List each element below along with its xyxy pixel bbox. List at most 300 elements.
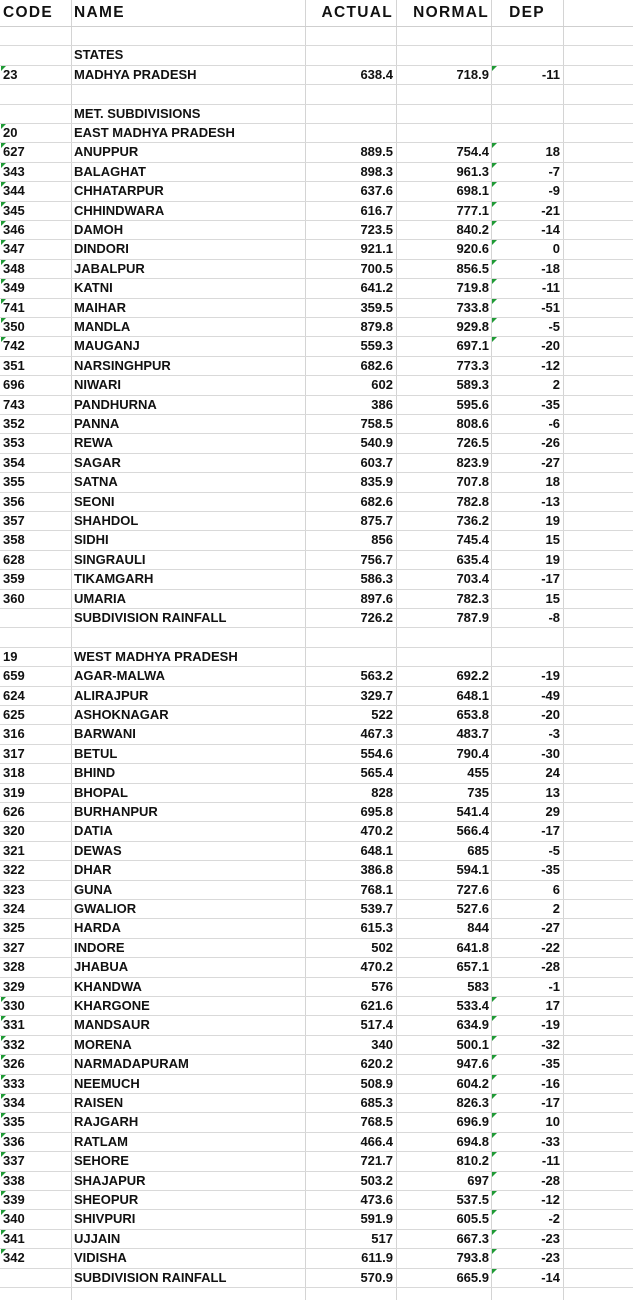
code-cell[interactable]: 346 <box>3 222 25 237</box>
name-cell[interactable]: SIDHI <box>74 532 109 548</box>
name-cell[interactable]: RAISEN <box>74 1095 124 1110</box>
name-cell[interactable]: UJJAIN <box>74 1230 121 1246</box>
normal-cell[interactable]: 697.1 <box>456 338 489 354</box>
code-cell[interactable]: 357 <box>3 513 25 528</box>
code-cell[interactable]: 742 <box>3 338 25 354</box>
code-cell[interactable]: 347 <box>3 241 25 257</box>
actual-cell[interactable]: 685.3 <box>360 1095 393 1110</box>
name-cell[interactable]: DHAR <box>74 862 112 878</box>
code-cell[interactable]: 318 <box>3 765 25 781</box>
name-cell[interactable]: ANUPPUR <box>74 144 139 160</box>
normal-cell[interactable]: 648.1 <box>456 687 489 703</box>
name-cell[interactable]: MADHYA PRADESH <box>74 66 197 82</box>
normal-cell[interactable]: 840.2 <box>456 222 489 237</box>
actual-cell[interactable]: 517.4 <box>360 1017 393 1033</box>
dep-cell[interactable]: -35 <box>541 1056 560 1072</box>
actual-cell[interactable]: 508.9 <box>360 1075 393 1091</box>
normal-cell[interactable]: 787.9 <box>456 610 489 625</box>
name-cell[interactable]: SAGAR <box>74 454 121 470</box>
normal-cell[interactable]: 698.1 <box>456 183 489 199</box>
dep-cell[interactable]: -11 <box>541 1153 560 1169</box>
normal-cell[interactable]: 594.1 <box>456 862 489 878</box>
code-cell[interactable]: 321 <box>3 842 25 858</box>
code-cell[interactable]: 348 <box>3 260 25 276</box>
actual-cell[interactable]: 603.7 <box>360 454 393 470</box>
dep-cell[interactable]: -35 <box>541 862 560 878</box>
code-cell[interactable]: 342 <box>3 1250 25 1266</box>
name-cell[interactable]: VIDISHA <box>74 1250 127 1266</box>
dep-cell[interactable]: -22 <box>541 939 560 955</box>
normal-cell[interactable]: 694.8 <box>456 1133 489 1149</box>
code-cell[interactable]: 332 <box>3 1036 25 1052</box>
dep-cell[interactable]: 29 <box>545 804 560 819</box>
name-cell[interactable]: JHABUA <box>74 959 129 975</box>
actual-cell[interactable]: 473.6 <box>360 1192 393 1207</box>
normal-cell[interactable]: 947.6 <box>456 1056 489 1072</box>
code-cell[interactable]: 351 <box>3 357 25 373</box>
dep-cell[interactable]: -17 <box>541 1095 560 1110</box>
name-cell[interactable]: CHHINDWARA <box>74 202 165 218</box>
dep-cell[interactable]: 10 <box>545 1114 560 1130</box>
actual-cell[interactable]: 559.3 <box>360 338 393 354</box>
name-column-header[interactable]: NAME <box>74 4 125 21</box>
dep-cell[interactable]: -51 <box>541 299 560 315</box>
actual-cell[interactable]: 616.7 <box>360 202 393 218</box>
actual-cell[interactable]: 470.2 <box>360 823 393 839</box>
dep-cell[interactable]: -20 <box>541 338 560 354</box>
actual-cell[interactable]: 586.3 <box>360 571 393 587</box>
code-cell[interactable]: 323 <box>3 881 25 897</box>
dep-cell[interactable]: -1 <box>548 978 560 994</box>
normal-cell[interactable]: 733.8 <box>456 299 489 315</box>
normal-cell[interactable]: 793.8 <box>456 1250 489 1266</box>
actual-cell[interactable]: 638.4 <box>360 66 393 82</box>
actual-cell[interactable]: 602 <box>371 377 393 393</box>
dep-cell[interactable]: -23 <box>541 1230 560 1246</box>
dep-cell[interactable]: 24 <box>545 765 560 781</box>
code-cell[interactable]: 336 <box>3 1133 25 1149</box>
name-cell[interactable]: EAST MADHYA PRADESH <box>74 125 235 140</box>
normal-cell[interactable]: 589.3 <box>456 377 489 393</box>
dep-cell[interactable]: -19 <box>541 1017 560 1033</box>
dep-cell[interactable]: -17 <box>541 823 560 839</box>
actual-cell[interactable]: 897.6 <box>360 590 393 606</box>
name-cell[interactable]: MET. SUBDIVISIONS <box>74 105 201 121</box>
normal-cell[interactable]: 782.3 <box>456 590 489 606</box>
normal-cell[interactable]: 537.5 <box>456 1192 489 1207</box>
name-cell[interactable]: SATNA <box>74 474 118 490</box>
dep-cell[interactable]: -9 <box>548 183 560 199</box>
dep-cell[interactable]: 18 <box>545 474 560 490</box>
actual-cell[interactable]: 721.7 <box>360 1153 393 1169</box>
actual-cell[interactable]: 611.9 <box>361 1250 393 1266</box>
normal-cell[interactable]: 754.4 <box>456 144 489 160</box>
code-cell[interactable]: 624 <box>3 687 25 703</box>
actual-cell[interactable]: 466.4 <box>360 1133 393 1149</box>
actual-cell[interactable]: 768.5 <box>360 1114 393 1130</box>
name-cell[interactable]: GUNA <box>74 881 113 897</box>
normal-cell[interactable]: 961.3 <box>456 163 489 179</box>
dep-cell[interactable]: 2 <box>552 377 560 393</box>
code-cell[interactable]: 20 <box>3 125 18 140</box>
actual-cell[interactable]: 856 <box>371 532 393 548</box>
normal-cell[interactable]: 777.1 <box>456 202 489 218</box>
dep-cell[interactable]: -5 <box>548 842 560 858</box>
normal-cell[interactable]: 641.8 <box>456 939 489 955</box>
normal-cell[interactable]: 856.5 <box>456 260 489 276</box>
code-cell[interactable]: 327 <box>3 939 25 955</box>
normal-cell[interactable]: 823.9 <box>456 454 489 470</box>
normal-cell[interactable]: 719.8 <box>456 280 489 296</box>
normal-cell[interactable]: 844 <box>467 920 489 936</box>
dep-cell[interactable]: -49 <box>541 687 560 703</box>
code-cell[interactable]: 328 <box>3 959 25 975</box>
actual-cell[interactable]: 522 <box>371 707 393 722</box>
dep-cell[interactable]: -8 <box>548 610 560 625</box>
normal-cell[interactable]: 455 <box>467 765 489 781</box>
dep-column-header[interactable]: DEP <box>509 4 545 21</box>
name-cell[interactable]: SEHORE <box>74 1153 129 1169</box>
actual-cell[interactable]: 565.4 <box>360 765 393 781</box>
code-cell[interactable]: 360 <box>3 590 25 606</box>
name-cell[interactable]: NARSINGHPUR <box>74 357 171 373</box>
name-cell[interactable]: MANDLA <box>74 319 131 334</box>
name-cell[interactable]: SUBDIVISION RAINFALL <box>74 1269 227 1285</box>
dep-cell[interactable]: -14 <box>541 1269 560 1285</box>
dep-cell[interactable]: -11 <box>541 280 560 296</box>
normal-cell[interactable]: 697 <box>467 1172 489 1188</box>
dep-cell[interactable]: -16 <box>541 1075 560 1091</box>
actual-cell[interactable]: 502 <box>371 939 393 955</box>
code-cell[interactable]: 341 <box>3 1230 25 1246</box>
actual-cell[interactable]: 517 <box>371 1230 393 1246</box>
normal-cell[interactable]: 696.9 <box>456 1114 489 1130</box>
actual-cell[interactable]: 539.7 <box>360 901 393 916</box>
dep-cell[interactable]: -35 <box>541 396 560 412</box>
dep-cell[interactable]: -20 <box>541 707 560 722</box>
name-cell[interactable]: JABALPUR <box>74 260 145 276</box>
dep-cell[interactable]: -2 <box>548 1211 560 1227</box>
normal-cell[interactable]: 920.6 <box>456 241 489 257</box>
name-cell[interactable]: NARMADAPURAM <box>74 1056 189 1072</box>
normal-cell[interactable]: 808.6 <box>456 416 489 431</box>
actual-cell[interactable]: 503.2 <box>360 1172 393 1188</box>
normal-cell[interactable]: 634.9 <box>456 1017 489 1033</box>
name-cell[interactable]: NEEMUCH <box>74 1075 140 1091</box>
normal-column-header[interactable]: NORMAL <box>413 4 489 21</box>
name-cell[interactable]: MANDSAUR <box>74 1017 150 1033</box>
code-cell[interactable]: 317 <box>3 745 25 761</box>
name-cell[interactable]: REWA <box>74 435 113 451</box>
name-cell[interactable]: ALIRAJPUR <box>74 687 149 703</box>
dep-cell[interactable]: 19 <box>545 513 560 528</box>
normal-cell[interactable]: 604.2 <box>456 1075 489 1091</box>
actual-cell[interactable]: 828 <box>371 784 393 800</box>
code-cell[interactable]: 625 <box>3 707 25 722</box>
name-cell[interactable]: BHIND <box>74 765 116 781</box>
actual-cell[interactable]: 621.6 <box>360 998 393 1013</box>
name-cell[interactable]: HARDA <box>74 920 121 936</box>
code-cell[interactable]: 337 <box>3 1153 25 1169</box>
dep-cell[interactable]: -3 <box>548 726 560 742</box>
normal-cell[interactable]: 727.6 <box>456 881 489 897</box>
name-cell[interactable]: NIWARI <box>74 377 121 393</box>
dep-cell[interactable]: -11 <box>541 66 560 82</box>
dep-cell[interactable]: 0 <box>552 241 560 257</box>
name-cell[interactable]: UMARIA <box>74 590 126 606</box>
code-cell[interactable]: 316 <box>3 726 25 742</box>
normal-cell[interactable]: 692.2 <box>456 668 489 684</box>
code-cell[interactable]: 359 <box>3 571 25 587</box>
actual-cell[interactable]: 921.1 <box>360 241 393 257</box>
dep-cell[interactable]: 15 <box>545 590 560 606</box>
name-cell[interactable]: KHARGONE <box>74 998 150 1013</box>
name-cell[interactable]: CHHATARPUR <box>74 183 164 199</box>
dep-cell[interactable]: -13 <box>541 493 560 509</box>
actual-cell[interactable]: 615.3 <box>360 920 393 936</box>
normal-cell[interactable]: 500.1 <box>456 1036 489 1052</box>
name-cell[interactable]: RATLAM <box>74 1133 128 1149</box>
code-cell[interactable]: 350 <box>3 319 25 334</box>
normal-cell[interactable]: 533.4 <box>456 998 489 1013</box>
actual-cell[interactable]: 682.6 <box>360 357 393 373</box>
actual-cell[interactable]: 576 <box>371 978 393 994</box>
normal-cell[interactable]: 790.4 <box>456 745 489 761</box>
name-cell[interactable]: WEST MADHYA PRADESH <box>74 648 238 664</box>
name-cell[interactable]: BHOPAL <box>74 784 128 800</box>
code-cell[interactable]: 354 <box>3 454 25 470</box>
code-cell[interactable]: 331 <box>3 1017 25 1033</box>
normal-cell[interactable]: 595.6 <box>456 396 489 412</box>
code-cell[interactable]: 627 <box>3 144 25 160</box>
normal-cell[interactable]: 483.7 <box>456 726 489 742</box>
code-cell[interactable]: 356 <box>3 493 25 509</box>
actual-cell[interactable]: 637.6 <box>360 183 393 199</box>
name-cell[interactable]: MORENA <box>74 1036 132 1052</box>
name-cell[interactable]: BURHANPUR <box>74 804 158 819</box>
name-cell[interactable]: SEONI <box>74 493 115 509</box>
name-cell[interactable]: DAMOH <box>74 222 124 237</box>
name-cell[interactable]: DEWAS <box>74 842 122 858</box>
dep-cell[interactable]: 13 <box>545 784 560 800</box>
dep-cell[interactable]: -19 <box>541 668 560 684</box>
normal-cell[interactable]: 826.3 <box>456 1095 489 1110</box>
dep-cell[interactable]: -18 <box>541 260 560 276</box>
actual-cell[interactable]: 563.2 <box>360 668 393 684</box>
name-cell[interactable]: SHIVPURI <box>74 1211 136 1227</box>
actual-cell[interactable]: 726.2 <box>360 610 393 625</box>
normal-cell[interactable]: 667.3 <box>456 1230 489 1246</box>
code-cell[interactable]: 358 <box>3 532 25 548</box>
name-cell[interactable]: SHAJAPUR <box>74 1172 146 1188</box>
normal-cell[interactable]: 583 <box>467 978 489 994</box>
dep-cell[interactable]: -27 <box>541 920 560 936</box>
code-cell[interactable]: 339 <box>3 1192 25 1207</box>
normal-cell[interactable]: 703.4 <box>456 571 489 587</box>
actual-cell[interactable]: 620.2 <box>360 1056 393 1072</box>
normal-cell[interactable]: 810.2 <box>456 1153 489 1169</box>
name-cell[interactable]: PANNA <box>74 416 120 431</box>
normal-cell[interactable]: 736.2 <box>456 513 489 528</box>
actual-cell[interactable]: 758.5 <box>360 416 393 431</box>
actual-cell[interactable]: 879.8 <box>360 319 393 334</box>
code-cell[interactable]: 352 <box>3 416 25 431</box>
code-cell[interactable]: 320 <box>3 823 25 839</box>
code-cell[interactable]: 334 <box>3 1095 25 1110</box>
dep-cell[interactable]: -21 <box>541 202 560 218</box>
normal-cell[interactable]: 605.5 <box>456 1211 489 1227</box>
code-cell[interactable]: 23 <box>3 66 18 82</box>
normal-cell[interactable]: 665.9 <box>456 1269 489 1285</box>
dep-cell[interactable]: -12 <box>541 357 560 373</box>
code-cell[interactable]: 741 <box>3 299 25 315</box>
normal-cell[interactable]: 718.9 <box>456 66 489 82</box>
actual-cell[interactable]: 554.6 <box>360 745 393 761</box>
normal-cell[interactable]: 929.8 <box>456 319 489 334</box>
actual-cell[interactable]: 875.7 <box>360 513 393 528</box>
actual-cell[interactable]: 386.8 <box>360 862 393 878</box>
code-cell[interactable]: 329 <box>3 978 25 994</box>
dep-cell[interactable]: 17 <box>545 998 560 1013</box>
name-cell[interactable]: BALAGHAT <box>74 163 146 179</box>
dep-cell[interactable]: -17 <box>541 571 560 587</box>
name-cell[interactable]: SINGRAULI <box>74 551 146 567</box>
dep-cell[interactable]: -14 <box>541 222 560 237</box>
name-cell[interactable]: DINDORI <box>74 241 129 257</box>
actual-cell[interactable]: 695.8 <box>360 804 393 819</box>
code-cell[interactable]: 626 <box>3 804 25 819</box>
code-cell[interactable]: 340 <box>3 1211 25 1227</box>
dep-cell[interactable]: 15 <box>545 532 560 548</box>
actual-cell[interactable]: 340 <box>371 1036 393 1052</box>
actual-cell[interactable]: 470.2 <box>360 959 393 975</box>
name-cell[interactable]: KHANDWA <box>74 978 142 994</box>
actual-cell[interactable]: 756.7 <box>360 551 393 567</box>
name-cell[interactable]: BARWANI <box>74 726 136 742</box>
actual-cell[interactable]: 386 <box>371 396 393 412</box>
normal-cell[interactable]: 685 <box>467 842 489 858</box>
dep-cell[interactable]: -26 <box>541 435 560 451</box>
code-cell[interactable]: 628 <box>3 551 25 567</box>
normal-cell[interactable]: 657.1 <box>456 959 489 975</box>
normal-cell[interactable]: 782.8 <box>456 493 489 509</box>
code-cell[interactable]: 335 <box>3 1114 25 1130</box>
name-cell[interactable]: SUBDIVISION RAINFALL <box>74 610 227 625</box>
name-cell[interactable]: BETUL <box>74 745 118 761</box>
code-cell[interactable]: 19 <box>3 648 18 664</box>
normal-cell[interactable]: 707.8 <box>456 474 489 490</box>
code-cell[interactable]: 353 <box>3 435 25 451</box>
code-cell[interactable]: 333 <box>3 1075 25 1091</box>
name-cell[interactable]: TIKAMGARH <box>74 571 154 587</box>
name-cell[interactable]: DATIA <box>74 823 113 839</box>
normal-cell[interactable]: 635.4 <box>456 551 489 567</box>
dep-cell[interactable]: 19 <box>545 551 560 567</box>
name-cell[interactable]: GWALIOR <box>74 901 137 916</box>
dep-cell[interactable]: -5 <box>548 319 560 334</box>
code-column-header[interactable]: CODE <box>3 4 53 21</box>
dep-cell[interactable]: -7 <box>548 163 560 179</box>
code-cell[interactable]: 324 <box>3 901 25 916</box>
code-cell[interactable]: 355 <box>3 474 25 490</box>
normal-cell[interactable]: 527.6 <box>456 901 489 916</box>
code-cell[interactable]: 343 <box>3 163 25 179</box>
code-cell[interactable]: 322 <box>3 862 25 878</box>
actual-column-header[interactable]: ACTUAL <box>321 4 393 21</box>
dep-cell[interactable]: 6 <box>552 881 560 897</box>
name-cell[interactable]: RAJGARH <box>74 1114 139 1130</box>
name-cell[interactable]: PANDHURNA <box>74 396 157 412</box>
dep-cell[interactable]: 2 <box>552 901 560 916</box>
name-cell[interactable]: INDORE <box>74 939 125 955</box>
normal-cell[interactable]: 735 <box>467 784 489 800</box>
dep-cell[interactable]: -6 <box>548 416 560 431</box>
code-cell[interactable]: 344 <box>3 183 25 199</box>
actual-cell[interactable]: 641.2 <box>360 280 393 296</box>
code-cell[interactable]: 743 <box>3 396 25 412</box>
actual-cell[interactable]: 835.9 <box>360 474 393 490</box>
actual-cell[interactable]: 723.5 <box>360 222 393 237</box>
code-cell[interactable]: 326 <box>3 1056 25 1072</box>
actual-cell[interactable]: 329.7 <box>360 687 393 703</box>
actual-cell[interactable]: 889.5 <box>360 144 393 160</box>
dep-cell[interactable]: -32 <box>541 1036 560 1052</box>
dep-cell[interactable]: -27 <box>541 454 560 470</box>
name-cell[interactable]: STATES <box>74 47 124 63</box>
name-cell[interactable]: AGAR-MALWA <box>74 668 165 684</box>
actual-cell[interactable]: 540.9 <box>360 435 393 451</box>
name-cell[interactable]: MAUGANJ <box>74 338 140 354</box>
actual-cell[interactable]: 467.3 <box>360 726 393 742</box>
actual-cell[interactable]: 898.3 <box>360 163 393 179</box>
dep-cell[interactable]: 18 <box>545 144 560 160</box>
name-cell[interactable]: MAIHAR <box>74 299 126 315</box>
code-cell[interactable]: 659 <box>3 668 25 684</box>
code-cell[interactable]: 696 <box>3 377 25 393</box>
dep-cell[interactable]: -12 <box>541 1192 560 1207</box>
actual-cell[interactable]: 682.6 <box>360 493 393 509</box>
dep-cell[interactable]: -30 <box>541 745 560 761</box>
name-cell[interactable]: ASHOKNAGAR <box>74 707 169 722</box>
actual-cell[interactable]: 768.1 <box>360 881 393 897</box>
code-cell[interactable]: 338 <box>3 1172 25 1188</box>
table-row <box>0 26 633 46</box>
normal-cell[interactable]: 566.4 <box>456 823 489 839</box>
code-cell[interactable]: 349 <box>3 280 25 296</box>
normal-cell[interactable]: 745.4 <box>456 532 489 548</box>
actual-cell[interactable]: 359.5 <box>360 299 393 315</box>
dep-cell[interactable]: -28 <box>541 959 560 975</box>
code-cell[interactable]: 345 <box>3 202 25 218</box>
name-cell[interactable]: SHEOPUR <box>74 1192 139 1207</box>
actual-cell[interactable]: 700.5 <box>360 260 393 276</box>
normal-cell[interactable]: 653.8 <box>456 707 489 722</box>
code-cell[interactable]: 319 <box>3 784 25 800</box>
dep-cell[interactable]: -28 <box>541 1172 560 1188</box>
code-cell[interactable]: 330 <box>3 998 25 1013</box>
normal-cell[interactable]: 541.4 <box>456 804 489 819</box>
name-cell[interactable]: KATNI <box>74 280 113 296</box>
code-cell[interactable]: 325 <box>3 920 25 936</box>
normal-cell[interactable]: 726.5 <box>456 435 489 451</box>
name-cell[interactable]: SHAHDOL <box>74 513 139 528</box>
dep-cell[interactable]: -33 <box>541 1133 560 1149</box>
dep-cell[interactable]: -23 <box>541 1250 560 1266</box>
actual-cell[interactable]: 591.9 <box>360 1211 393 1227</box>
actual-cell[interactable]: 570.9 <box>360 1269 393 1285</box>
actual-cell[interactable]: 648.1 <box>360 842 393 858</box>
normal-cell[interactable]: 773.3 <box>456 357 489 373</box>
